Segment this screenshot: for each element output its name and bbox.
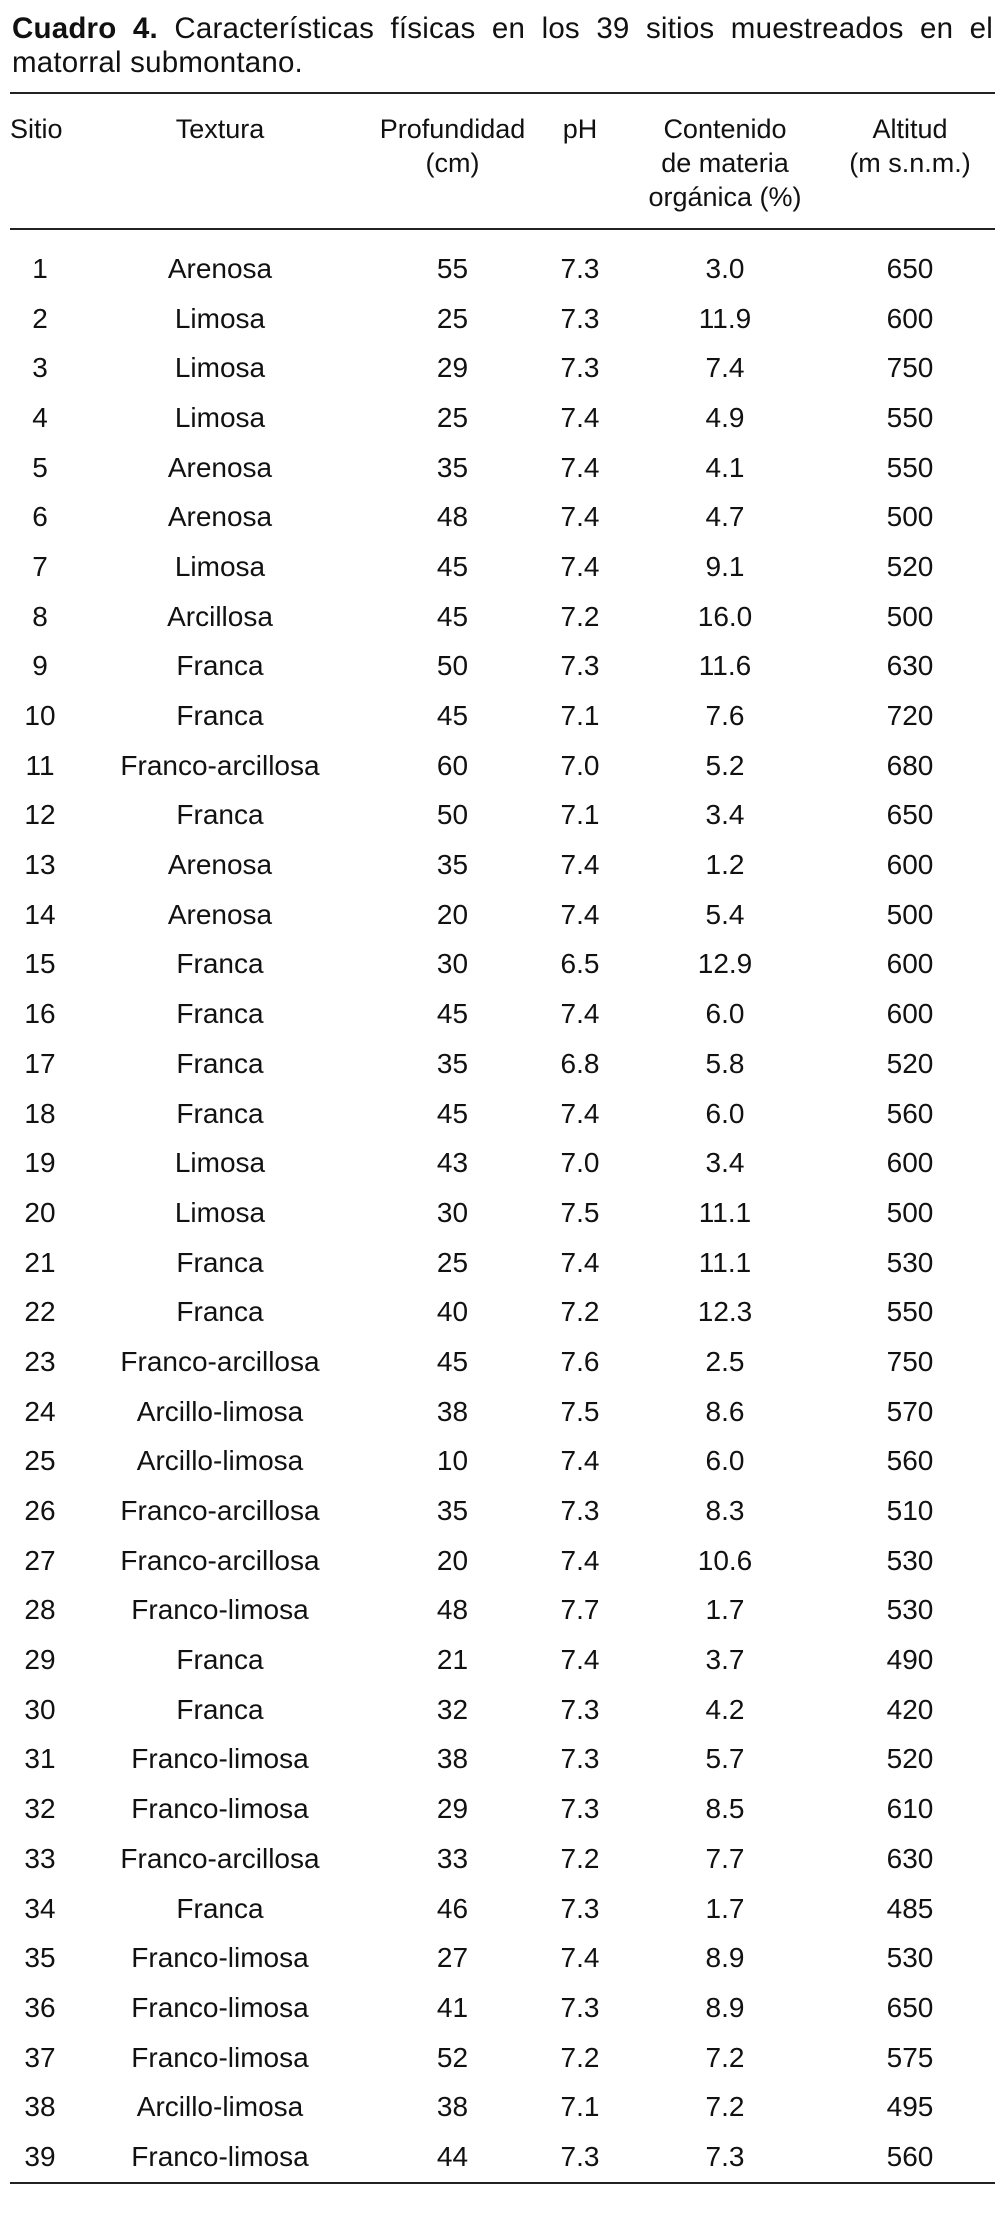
cell-textura: Arcillo-limosa xyxy=(136,2091,304,2123)
cell-altitud: 550 xyxy=(886,401,934,433)
cell-ph: 7.4 xyxy=(560,501,600,533)
header-line: (cm) xyxy=(425,148,480,178)
cell-altitud: 570 xyxy=(886,1395,934,1427)
cell-textura: Franco-limosa xyxy=(131,2041,309,2073)
cell-sitio: 20 xyxy=(24,1196,56,1228)
cell-ph: 7.2 xyxy=(560,1842,600,1874)
cell-materia-organica: 1.7 xyxy=(705,1892,745,1924)
cell-sitio: 24 xyxy=(24,1395,56,1427)
cell-ph: 7.3 xyxy=(560,1892,600,1924)
cell-materia-organica: 10.6 xyxy=(697,1544,753,1576)
cell-ph: 7.4 xyxy=(560,1246,600,1278)
table-row xyxy=(10,492,995,542)
cell-textura: Franco-limosa xyxy=(131,1793,309,1825)
cell-textura: Franca xyxy=(176,1246,264,1278)
cell-altitud: 650 xyxy=(886,1991,934,2023)
cell-altitud: 500 xyxy=(886,898,934,930)
table-row xyxy=(10,741,995,791)
cell-profundidad: 50 xyxy=(436,650,469,682)
cell-sitio: 27 xyxy=(24,1544,56,1576)
header-line: Sitio xyxy=(10,114,63,144)
cell-profundidad: 30 xyxy=(436,1196,469,1228)
cell-ph: 7.0 xyxy=(560,749,600,781)
cell-sitio: 26 xyxy=(24,1495,56,1527)
cell-textura: Limosa xyxy=(174,1196,266,1228)
cell-sitio: 35 xyxy=(24,1942,56,1974)
table-row xyxy=(10,393,995,443)
cell-materia-organica: 5.8 xyxy=(705,1047,745,1079)
cell-ph: 7.2 xyxy=(560,600,600,632)
cell-sitio: 11 xyxy=(25,749,55,781)
cell-textura: Franco-limosa xyxy=(131,1743,309,1775)
table-row xyxy=(10,1536,995,1586)
table-row xyxy=(10,1983,995,2033)
cell-textura: Limosa xyxy=(174,1147,266,1179)
table-body xyxy=(10,229,995,2183)
cell-altitud: 520 xyxy=(886,550,934,582)
header-sitio xyxy=(10,93,70,229)
header-row xyxy=(10,93,995,229)
cell-materia-organica: 3.7 xyxy=(705,1644,745,1676)
cell-sitio: 28 xyxy=(24,1594,56,1626)
table-row xyxy=(10,592,995,642)
cell-textura: Franca xyxy=(176,1693,264,1725)
cell-textura: Franco-limosa xyxy=(131,2140,309,2172)
cell-profundidad: 38 xyxy=(436,1743,469,1775)
cell-ph: 7.3 xyxy=(560,1991,600,2023)
cell-ph: 7.2 xyxy=(560,1296,600,1328)
table-row xyxy=(10,2132,995,2183)
cell-sitio: 22 xyxy=(24,1296,56,1328)
cell-profundidad: 40 xyxy=(436,1296,469,1328)
cell-materia-organica: 4.7 xyxy=(705,501,745,533)
table-row xyxy=(10,2033,995,2083)
cell-materia-organica: 1.7 xyxy=(705,1594,745,1626)
cell-ph: 7.1 xyxy=(560,799,600,831)
cell-materia-organica: 6.0 xyxy=(705,1097,745,1129)
cell-sitio: 39 xyxy=(24,2140,56,2172)
cell-altitud: 530 xyxy=(886,1942,934,1974)
cell-materia-organica: 8.5 xyxy=(705,1793,745,1825)
cell-materia-organica: 9.1 xyxy=(705,550,745,582)
cell-profundidad: 20 xyxy=(436,1544,469,1576)
cell-sitio: 38 xyxy=(24,2091,56,2123)
cell-altitud: 485 xyxy=(886,1892,934,1924)
cell-profundidad: 27 xyxy=(436,1942,469,1974)
cell-textura: Franca xyxy=(176,799,264,831)
table-header xyxy=(10,93,995,229)
table-row xyxy=(10,229,995,294)
cell-ph: 7.3 xyxy=(560,1495,600,1527)
cell-materia-organica: 11.6 xyxy=(698,650,752,682)
cell-altitud: 600 xyxy=(886,1147,934,1179)
cell-profundidad: 45 xyxy=(436,550,469,582)
cell-textura: Arenosa xyxy=(167,849,273,881)
cell-sitio: 16 xyxy=(24,998,56,1030)
cell-ph: 7.4 xyxy=(560,849,600,881)
cell-materia-organica: 4.9 xyxy=(705,401,745,433)
cell-materia-organica: 11.1 xyxy=(698,1196,752,1228)
cell-materia-organica: 3.4 xyxy=(705,1147,745,1179)
cell-profundidad: 45 xyxy=(436,1345,469,1377)
cell-altitud: 600 xyxy=(886,998,934,1030)
header-profundidad xyxy=(370,93,535,229)
cell-profundidad: 48 xyxy=(436,501,469,533)
cell-altitud: 720 xyxy=(886,700,934,732)
cell-profundidad: 45 xyxy=(436,1097,469,1129)
cell-textura: Franca xyxy=(176,650,264,682)
table-row xyxy=(10,1337,995,1387)
cell-profundidad: 32 xyxy=(436,1693,469,1725)
cell-profundidad: 30 xyxy=(436,948,469,980)
cell-materia-organica: 8.6 xyxy=(705,1395,745,1427)
cell-ph: 7.4 xyxy=(560,401,600,433)
cell-textura: Franco-arcillosa xyxy=(120,1544,320,1576)
cell-altitud: 500 xyxy=(886,501,934,533)
cell-sitio: 10 xyxy=(24,700,56,732)
cell-ph: 7.4 xyxy=(560,1942,600,1974)
table-row xyxy=(10,443,995,493)
cell-ph: 7.4 xyxy=(560,1644,600,1676)
table-row xyxy=(10,1188,995,1238)
cell-ph: 7.4 xyxy=(560,998,600,1030)
table-row xyxy=(10,791,995,841)
cell-profundidad: 25 xyxy=(436,1246,469,1278)
cell-ph: 7.4 xyxy=(560,1445,600,1477)
cell-altitud: 495 xyxy=(886,2091,934,2123)
caption-label: Cuadro 4. xyxy=(12,12,158,45)
cell-sitio: 14 xyxy=(24,898,56,930)
cell-altitud: 650 xyxy=(886,799,934,831)
cell-ph: 7.0 xyxy=(560,1147,600,1179)
header-ph xyxy=(535,93,625,229)
cell-profundidad: 44 xyxy=(436,2140,469,2172)
cell-altitud: 530 xyxy=(886,1544,934,1576)
cell-profundidad: 43 xyxy=(436,1147,469,1179)
cell-textura: Limosa xyxy=(174,302,266,334)
cell-materia-organica: 7.2 xyxy=(705,2091,745,2123)
header-materia-organica xyxy=(625,93,825,229)
header-line: Textura xyxy=(175,114,265,144)
cell-altitud: 750 xyxy=(886,1345,934,1377)
cell-sitio: 19 xyxy=(24,1147,56,1179)
cell-materia-organica: 7.7 xyxy=(705,1842,745,1874)
cell-profundidad: 52 xyxy=(436,2041,469,2073)
cell-sitio: 36 xyxy=(24,1991,56,2023)
cell-sitio: 34 xyxy=(24,1892,56,1924)
header-textura xyxy=(70,93,370,229)
table-row xyxy=(10,1735,995,1785)
cell-ph: 7.4 xyxy=(560,550,600,582)
cell-textura: Franca xyxy=(176,948,264,980)
cell-altitud: 500 xyxy=(886,1196,934,1228)
cell-ph: 7.3 xyxy=(560,302,600,334)
cell-materia-organica: 7.6 xyxy=(705,700,745,732)
cell-textura: Franco-arcillosa xyxy=(120,1495,320,1527)
cell-materia-organica: 7.4 xyxy=(705,352,745,384)
cell-profundidad: 29 xyxy=(436,352,469,384)
cell-textura: Franca xyxy=(176,1644,264,1676)
cell-altitud: 560 xyxy=(886,1445,934,1477)
cell-profundidad: 45 xyxy=(436,700,469,732)
cell-ph: 7.3 xyxy=(560,1793,600,1825)
cell-materia-organica: 11.9 xyxy=(698,302,752,334)
cell-sitio: 21 xyxy=(24,1246,56,1278)
cell-profundidad: 41 xyxy=(436,1991,469,2023)
cell-ph: 7.2 xyxy=(560,2041,600,2073)
table-row xyxy=(10,1089,995,1139)
cell-altitud: 560 xyxy=(886,1097,934,1129)
cell-profundidad: 35 xyxy=(436,1047,469,1079)
cell-ph: 6.8 xyxy=(560,1047,600,1079)
cell-sitio: 2 xyxy=(32,302,48,334)
cell-sitio: 15 xyxy=(24,948,56,980)
table-row xyxy=(10,1486,995,1536)
header-line: (m s.n.m.) xyxy=(849,148,971,178)
cell-profundidad: 48 xyxy=(436,1594,469,1626)
cell-profundidad: 38 xyxy=(436,1395,469,1427)
cell-sitio: 31 xyxy=(24,1743,56,1775)
cell-altitud: 610 xyxy=(886,1793,934,1825)
table-row xyxy=(10,1387,995,1437)
cell-sitio: 1 xyxy=(32,252,48,284)
table-row xyxy=(10,1884,995,1934)
header-altitud xyxy=(825,93,995,229)
cell-textura: Franca xyxy=(176,1097,264,1129)
table-row xyxy=(10,1635,995,1685)
header-line: orgánica (%) xyxy=(648,182,802,212)
cell-sitio: 12 xyxy=(24,799,56,831)
cell-sitio: 33 xyxy=(24,1842,56,1874)
cell-ph: 7.5 xyxy=(560,1196,600,1228)
table-row xyxy=(10,642,995,692)
cell-materia-organica: 4.1 xyxy=(705,451,745,483)
table-row xyxy=(10,1287,995,1337)
cell-textura: Arcillo-limosa xyxy=(136,1445,304,1477)
cell-ph: 7.7 xyxy=(560,1594,600,1626)
cell-ph: 7.1 xyxy=(560,2091,600,2123)
cell-ph: 7.1 xyxy=(560,700,600,732)
cell-materia-organica: 5.2 xyxy=(705,749,745,781)
cell-materia-organica: 11.1 xyxy=(698,1246,752,1278)
cell-ph: 7.3 xyxy=(560,2140,600,2172)
cell-textura: Franca xyxy=(176,998,264,1030)
table-row xyxy=(10,840,995,890)
cell-profundidad: 35 xyxy=(436,849,469,881)
cell-altitud: 630 xyxy=(886,650,934,682)
cell-ph: 7.3 xyxy=(560,352,600,384)
cell-materia-organica: 5.4 xyxy=(705,898,745,930)
table-row xyxy=(10,1437,995,1487)
cell-sitio: 7 xyxy=(32,550,48,582)
cell-profundidad: 21 xyxy=(436,1644,469,1676)
cell-textura: Limosa xyxy=(174,401,266,433)
cell-materia-organica: 12.3 xyxy=(697,1296,753,1328)
cell-materia-organica: 8.3 xyxy=(705,1495,745,1527)
cell-textura: Franca xyxy=(176,1296,264,1328)
cell-textura: Franca xyxy=(176,1892,264,1924)
cell-materia-organica: 12.9 xyxy=(697,948,753,980)
header-line: de materia xyxy=(661,148,789,178)
cell-textura: Arenosa xyxy=(167,501,273,533)
table-row xyxy=(10,940,995,990)
cell-materia-organica: 6.0 xyxy=(705,1445,745,1477)
cell-altitud: 750 xyxy=(886,352,934,384)
cell-ph: 7.6 xyxy=(560,1345,600,1377)
table-row xyxy=(10,1685,995,1735)
cell-altitud: 680 xyxy=(886,749,934,781)
cell-profundidad: 45 xyxy=(436,600,469,632)
cell-altitud: 490 xyxy=(886,1644,934,1676)
cell-textura: Franco-limosa xyxy=(131,1942,309,1974)
cell-materia-organica: 5.7 xyxy=(705,1743,745,1775)
table-row xyxy=(10,989,995,1039)
cell-sitio: 6 xyxy=(32,501,48,533)
cell-materia-organica: 3.0 xyxy=(705,252,745,284)
cell-altitud: 510 xyxy=(886,1495,934,1527)
cell-profundidad: 38 xyxy=(436,2091,469,2123)
cell-materia-organica: 16.0 xyxy=(697,600,753,632)
cell-materia-organica: 8.9 xyxy=(705,1991,745,2023)
cell-altitud: 550 xyxy=(886,1296,934,1328)
header-line: Profundidad xyxy=(379,114,526,144)
soil-characteristics-table xyxy=(10,92,995,2184)
cell-altitud: 630 xyxy=(886,1842,934,1874)
cell-sitio: 3 xyxy=(32,352,48,384)
cell-textura: Franca xyxy=(176,1047,264,1079)
cell-profundidad: 25 xyxy=(436,401,469,433)
cell-materia-organica: 6.0 xyxy=(705,998,745,1030)
cell-ph: 7.3 xyxy=(560,252,600,284)
cell-ph: 7.3 xyxy=(560,650,600,682)
table-row xyxy=(10,691,995,741)
cell-altitud: 600 xyxy=(886,302,934,334)
caption-text: Características físicas en los 39 sitios muestreados en el matorral submontano. xyxy=(12,12,993,79)
cell-materia-organica: 7.2 xyxy=(705,2041,745,2073)
cell-altitud: 600 xyxy=(886,849,934,881)
cell-profundidad: 29 xyxy=(436,1793,469,1825)
table-row xyxy=(10,1039,995,1089)
cell-altitud: 520 xyxy=(886,1047,934,1079)
cell-sitio: 5 xyxy=(32,451,48,483)
cell-sitio: 4 xyxy=(32,401,48,433)
cell-ph: 7.3 xyxy=(560,1743,600,1775)
cell-altitud: 575 xyxy=(886,2041,934,2073)
table-caption xyxy=(10,12,995,80)
cell-textura: Franco-arcillosa xyxy=(120,1345,320,1377)
cell-materia-organica: 3.4 xyxy=(705,799,745,831)
cell-materia-organica: 8.9 xyxy=(705,1942,745,1974)
header-line: pH xyxy=(562,114,598,144)
cell-textura: Arenosa xyxy=(167,451,273,483)
cell-sitio: 13 xyxy=(24,849,56,881)
cell-textura: Arcillosa xyxy=(167,600,273,632)
cell-profundidad: 45 xyxy=(436,998,469,1030)
cell-textura: Arcillo-limosa xyxy=(136,1395,304,1427)
cell-sitio: 30 xyxy=(24,1693,56,1725)
cell-ph: 7.4 xyxy=(560,1097,600,1129)
cell-textura: Franco-arcillosa xyxy=(120,1842,320,1874)
cell-ph: 7.4 xyxy=(560,898,600,930)
table-row xyxy=(10,1834,995,1884)
cell-profundidad: 46 xyxy=(436,1892,469,1924)
cell-ph: 7.5 xyxy=(560,1395,600,1427)
cell-altitud: 650 xyxy=(886,252,934,284)
cell-sitio: 17 xyxy=(24,1047,56,1079)
table-row xyxy=(10,1238,995,1288)
cell-profundidad: 55 xyxy=(436,252,469,284)
cell-profundidad: 35 xyxy=(436,1495,469,1527)
table-row xyxy=(10,1784,995,1834)
cell-textura: Arenosa xyxy=(167,252,273,284)
table-row xyxy=(10,1138,995,1188)
cell-ph: 7.4 xyxy=(560,451,600,483)
cell-altitud: 600 xyxy=(886,948,934,980)
table-row xyxy=(10,1933,995,1983)
cell-sitio: 18 xyxy=(24,1097,56,1129)
cell-profundidad: 25 xyxy=(436,302,469,334)
cell-textura: Arenosa xyxy=(167,898,273,930)
cell-profundidad: 60 xyxy=(436,749,469,781)
table-row xyxy=(10,1586,995,1636)
cell-textura: Limosa xyxy=(174,352,266,384)
cell-materia-organica: 2.5 xyxy=(705,1345,745,1377)
table-row xyxy=(10,2082,995,2132)
cell-altitud: 550 xyxy=(886,451,934,483)
table-row xyxy=(10,890,995,940)
cell-textura: Franca xyxy=(176,700,264,732)
cell-profundidad: 35 xyxy=(436,451,469,483)
cell-profundidad: 33 xyxy=(436,1842,469,1874)
cell-textura: Limosa xyxy=(174,550,266,582)
cell-altitud: 530 xyxy=(886,1594,934,1626)
cell-textura: Franco-arcillosa xyxy=(120,749,320,781)
cell-altitud: 560 xyxy=(886,2140,934,2172)
cell-profundidad: 10 xyxy=(436,1445,469,1477)
table-row xyxy=(10,542,995,592)
cell-sitio: 9 xyxy=(32,650,48,682)
cell-ph: 6.5 xyxy=(560,948,600,980)
cell-sitio: 37 xyxy=(24,2041,56,2073)
table-row xyxy=(10,294,995,344)
cell-profundidad: 20 xyxy=(436,898,469,930)
cell-sitio: 32 xyxy=(24,1793,56,1825)
cell-altitud: 500 xyxy=(886,600,934,632)
cell-altitud: 530 xyxy=(886,1246,934,1278)
cell-ph: 7.3 xyxy=(560,1693,600,1725)
header-line: Contenido xyxy=(663,114,787,144)
cell-materia-organica: 4.2 xyxy=(705,1693,745,1725)
cell-materia-organica: 1.2 xyxy=(705,849,745,881)
cell-sitio: 8 xyxy=(32,600,48,632)
table-row xyxy=(10,343,995,393)
cell-textura: Franco-limosa xyxy=(131,1594,309,1626)
cell-sitio: 25 xyxy=(24,1445,56,1477)
cell-sitio: 23 xyxy=(24,1345,56,1377)
cell-altitud: 420 xyxy=(886,1693,934,1725)
cell-textura: Franco-limosa xyxy=(131,1991,309,2023)
cell-altitud: 520 xyxy=(886,1743,934,1775)
cell-ph: 7.4 xyxy=(560,1544,600,1576)
cell-profundidad: 50 xyxy=(436,799,469,831)
header-line: Altitud xyxy=(872,114,948,144)
cell-sitio: 29 xyxy=(24,1644,56,1676)
cell-materia-organica: 7.3 xyxy=(705,2140,745,2172)
